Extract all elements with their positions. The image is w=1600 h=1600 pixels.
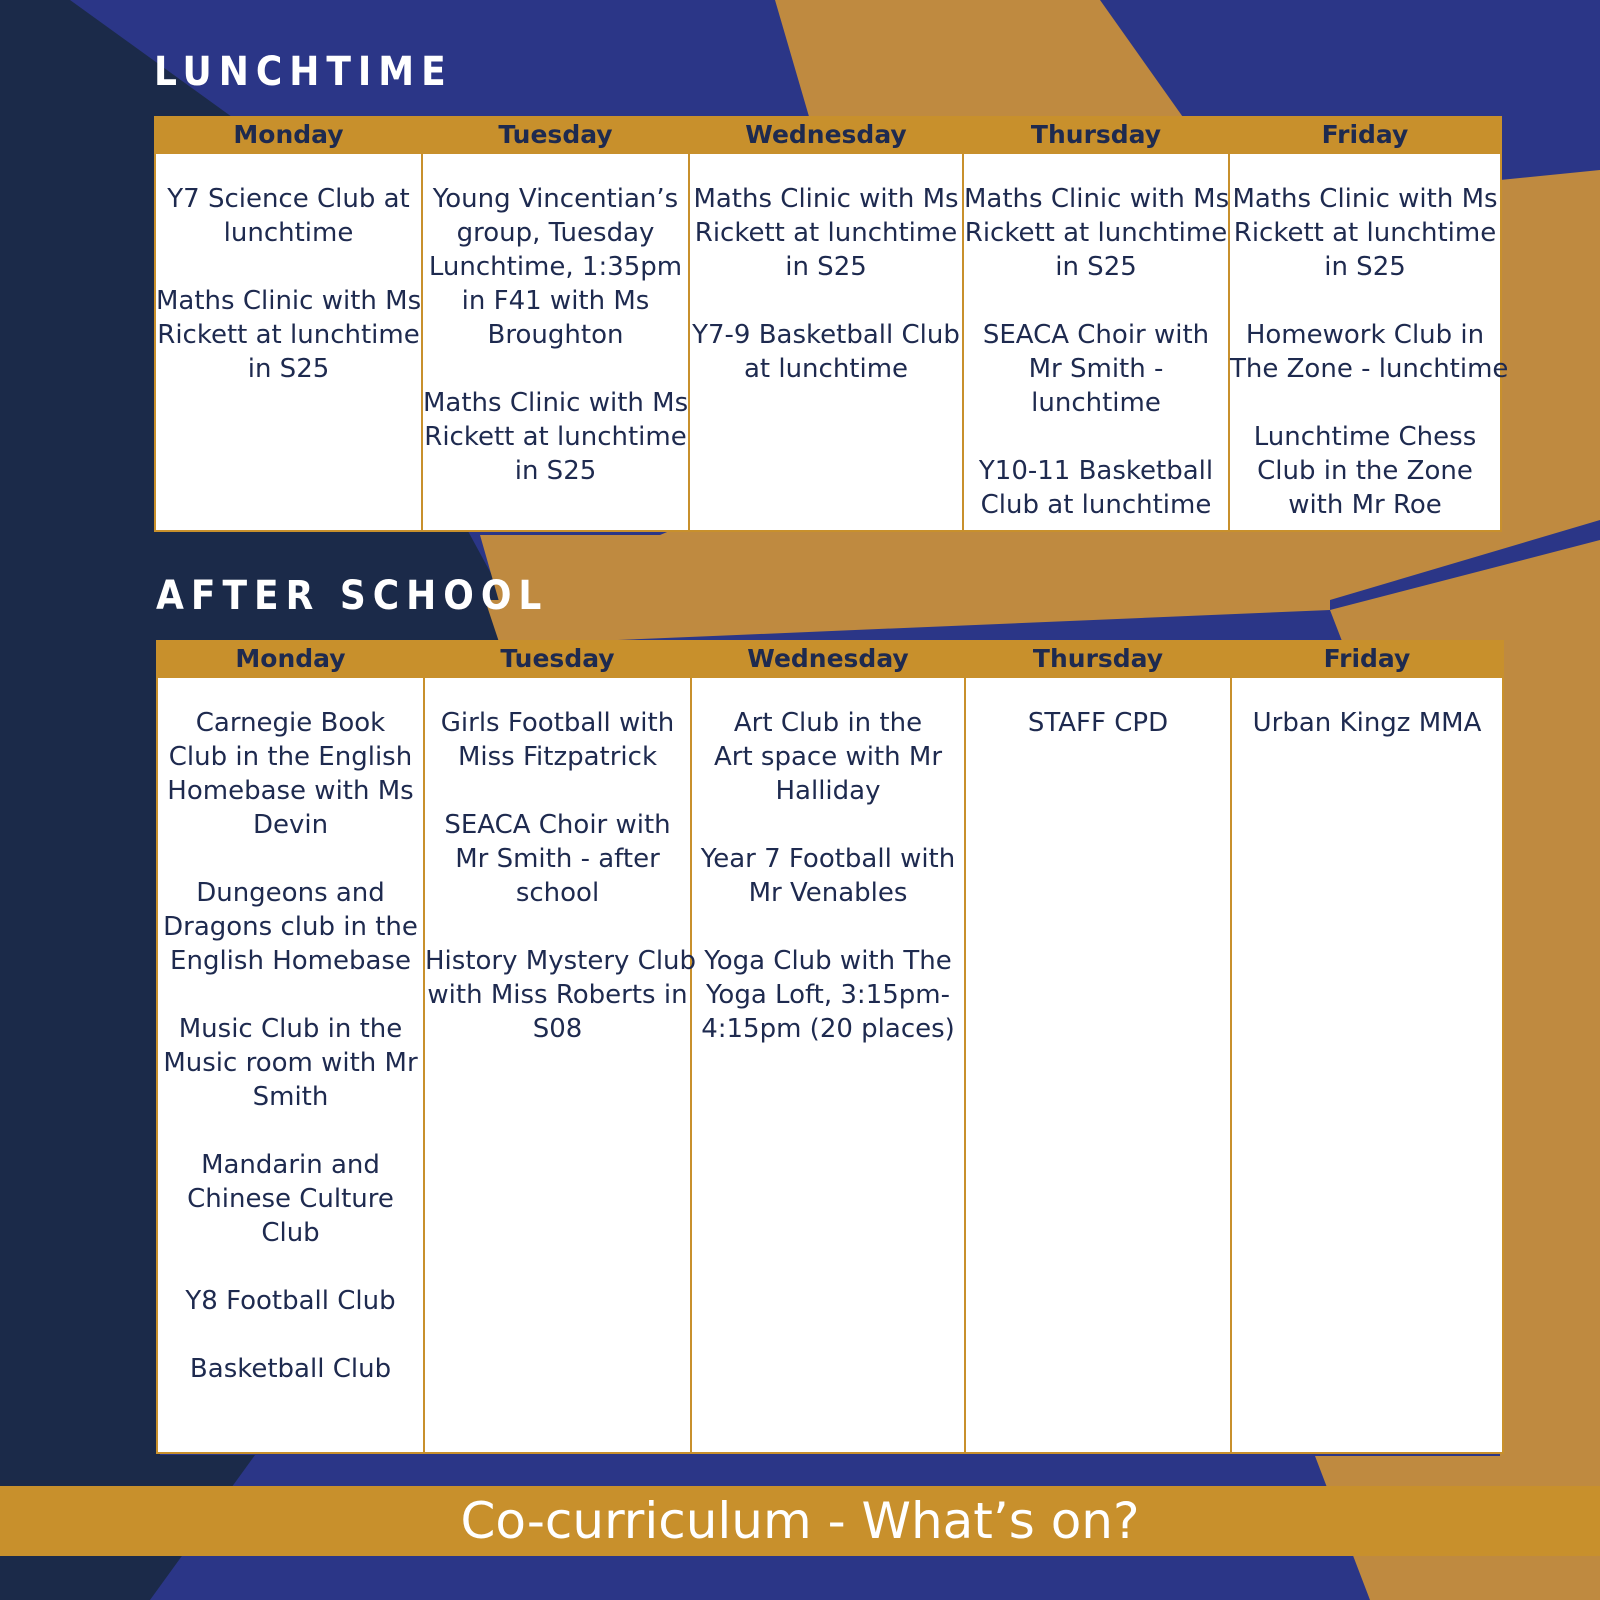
activity-text: Rickett at lunchtime	[424, 422, 687, 452]
footer-banner	[0, 1486, 1600, 1556]
activity-item	[423, 386, 688, 488]
activity-text: Broughton	[487, 320, 624, 350]
activity-item	[423, 182, 688, 352]
after-school-header-row	[157, 640, 1503, 677]
activity-text: Chinese Culture	[187, 1184, 394, 1214]
activity-text: Maths Clinic with Ms	[693, 184, 959, 214]
activity-item	[1232, 706, 1502, 740]
activity-text: Y8 Football Club	[185, 1286, 396, 1316]
activity-cell	[1229, 153, 1509, 531]
activity-text: lunchtime	[1031, 388, 1161, 418]
activity-text: Smith	[252, 1082, 329, 1112]
day-header: Monday	[157, 640, 424, 677]
day-header: Thursday	[963, 116, 1229, 153]
activity-text: Devin	[252, 810, 329, 840]
activity-text: Rickett at lunchtime	[964, 218, 1228, 248]
activity-text: Maths Clinic with Ms	[423, 388, 689, 418]
activity-item	[425, 706, 690, 774]
activity-item	[964, 182, 1228, 284]
activity-text: Year 7 Football with	[700, 844, 956, 874]
activity-text: Y7 Science Club at	[167, 184, 410, 214]
activity-text: Basketball Club	[189, 1354, 392, 1384]
activity-item	[966, 706, 1230, 740]
activity-text: in S25	[1055, 252, 1137, 282]
activity-cell	[963, 153, 1229, 531]
activity-item	[158, 876, 423, 978]
activity-text: Dragons club in the	[163, 912, 418, 942]
activity-cell	[422, 153, 689, 531]
activity-text: Maths Clinic with Ms	[964, 184, 1230, 214]
activity-cell	[965, 677, 1231, 1453]
activity-text: in S25	[1324, 252, 1406, 282]
lunchtime-header-row	[155, 116, 1501, 153]
activity-text: with Miss Roberts in	[427, 980, 688, 1010]
activity-item	[692, 944, 964, 1046]
activity-text: Rickett at lunchtime	[694, 218, 958, 248]
activity-text: Y7-9 Basketball Club	[692, 320, 960, 350]
activity-text: Lunchtime, 1:35pm	[428, 252, 683, 282]
activity-text: Mandarin and	[201, 1150, 380, 1180]
activity-item	[425, 808, 690, 910]
activity-text: Club at lunchtime	[980, 490, 1212, 520]
activity-item	[158, 706, 423, 842]
activity-text: SEACA Choir with	[444, 810, 671, 840]
activity-item	[690, 318, 962, 386]
activity-text: Club in the Zone	[1257, 456, 1473, 486]
activity-item	[1230, 182, 1500, 284]
day-header: Monday	[155, 116, 422, 153]
activity-item	[158, 1352, 423, 1386]
activity-item	[158, 1284, 423, 1318]
activity-text: S08	[532, 1014, 583, 1044]
lunchtime-heading: LUNCHTIME	[154, 49, 453, 95]
activity-text: English Homebase	[170, 946, 411, 976]
activity-cell	[157, 677, 424, 1453]
day-header: Tuesday	[424, 640, 691, 677]
activity-text: Mr Smith - after	[455, 844, 660, 874]
activity-text: Maths Clinic with Ms	[156, 286, 422, 316]
activity-text: Dungeons and	[196, 878, 385, 908]
activity-text: in S25	[247, 354, 330, 384]
activity-text: Halliday	[775, 776, 881, 806]
activity-text: Maths Clinic with Ms	[1232, 184, 1498, 214]
activity-text: group, Tuesday	[456, 218, 655, 248]
activity-cell	[1231, 677, 1503, 1453]
activity-text: in F41 with Ms	[461, 286, 650, 316]
activity-text: Lunchtime Chess	[1253, 422, 1477, 452]
activity-item	[158, 1012, 423, 1114]
activity-text: Rickett at lunchtime	[1233, 218, 1497, 248]
activity-text: Art Club in the	[733, 708, 923, 738]
day-header: Tuesday	[422, 116, 689, 153]
activity-text: Girls Football with	[440, 708, 675, 738]
activity-text: Music Club in the	[178, 1014, 403, 1044]
activity-item	[692, 706, 964, 808]
activity-item	[690, 182, 962, 284]
activity-text: Music room with Mr	[163, 1048, 418, 1078]
activity-text: 4:15pm (20 places)	[701, 1014, 955, 1044]
activity-text: The Zone - lunchtime	[1230, 354, 1509, 384]
activity-cell	[424, 677, 697, 1453]
activity-text: Mr Venables	[748, 878, 908, 908]
activity-text: Carnegie Book	[195, 708, 386, 738]
after-school-table	[156, 640, 1504, 1454]
activity-text: Art space with Mr	[713, 742, 943, 772]
activity-text: with Mr Roe	[1288, 490, 1442, 520]
activity-cell	[155, 153, 422, 531]
day-header: Wednesday	[689, 116, 963, 153]
activity-text: school	[515, 878, 600, 908]
activity-item	[1230, 318, 1509, 386]
day-header: Friday	[1231, 640, 1503, 677]
activity-item	[158, 1148, 423, 1250]
day-header: Wednesday	[691, 640, 965, 677]
activity-item	[964, 454, 1228, 522]
activity-text: Rickett at lunchtime	[157, 320, 420, 350]
activity-text: Mr Smith -	[1028, 354, 1164, 384]
day-header: Thursday	[965, 640, 1231, 677]
after-school-heading: AFTER SCHOOL	[156, 573, 549, 619]
activity-item	[964, 318, 1228, 420]
activity-text: History Mystery Club	[425, 946, 697, 976]
activity-text: Urban Kingz MMA	[1252, 708, 1482, 738]
lunchtime-table	[154, 116, 1509, 532]
activity-item	[156, 284, 421, 386]
activity-text: Miss Fitzpatrick	[457, 742, 658, 772]
footer-title: Co-curriculum - What’s on?	[460, 1492, 1140, 1550]
activity-text: at lunchtime	[743, 354, 909, 384]
activity-item	[692, 842, 964, 910]
after-school-activity-row	[157, 677, 1503, 1453]
activity-cell	[691, 677, 965, 1453]
activity-text: STAFF CPD	[1027, 708, 1169, 738]
activity-text: Homework Club in	[1245, 320, 1485, 350]
activity-text: SEACA Choir with	[982, 320, 1210, 350]
activity-text: Yoga Loft, 3:15pm-	[706, 980, 950, 1010]
activity-text: Young Vincentian’s	[432, 184, 679, 214]
activity-text: Homebase with Ms	[167, 776, 414, 806]
activity-text: in S25	[785, 252, 867, 282]
activity-text: in S25	[514, 456, 597, 486]
activity-text: Club in the English	[168, 742, 413, 772]
day-header: Friday	[1229, 116, 1501, 153]
activity-text: Club	[261, 1218, 320, 1248]
activity-text: lunchtime	[223, 218, 354, 248]
lunchtime-activity-row	[155, 153, 1501, 531]
activity-item	[156, 182, 421, 250]
activity-text: Y10-11 Basketball	[978, 456, 1214, 486]
activity-item	[1230, 420, 1500, 522]
activity-item	[425, 944, 697, 1046]
activity-text: Yoga Club with The	[704, 946, 952, 976]
activity-cell	[689, 153, 963, 531]
